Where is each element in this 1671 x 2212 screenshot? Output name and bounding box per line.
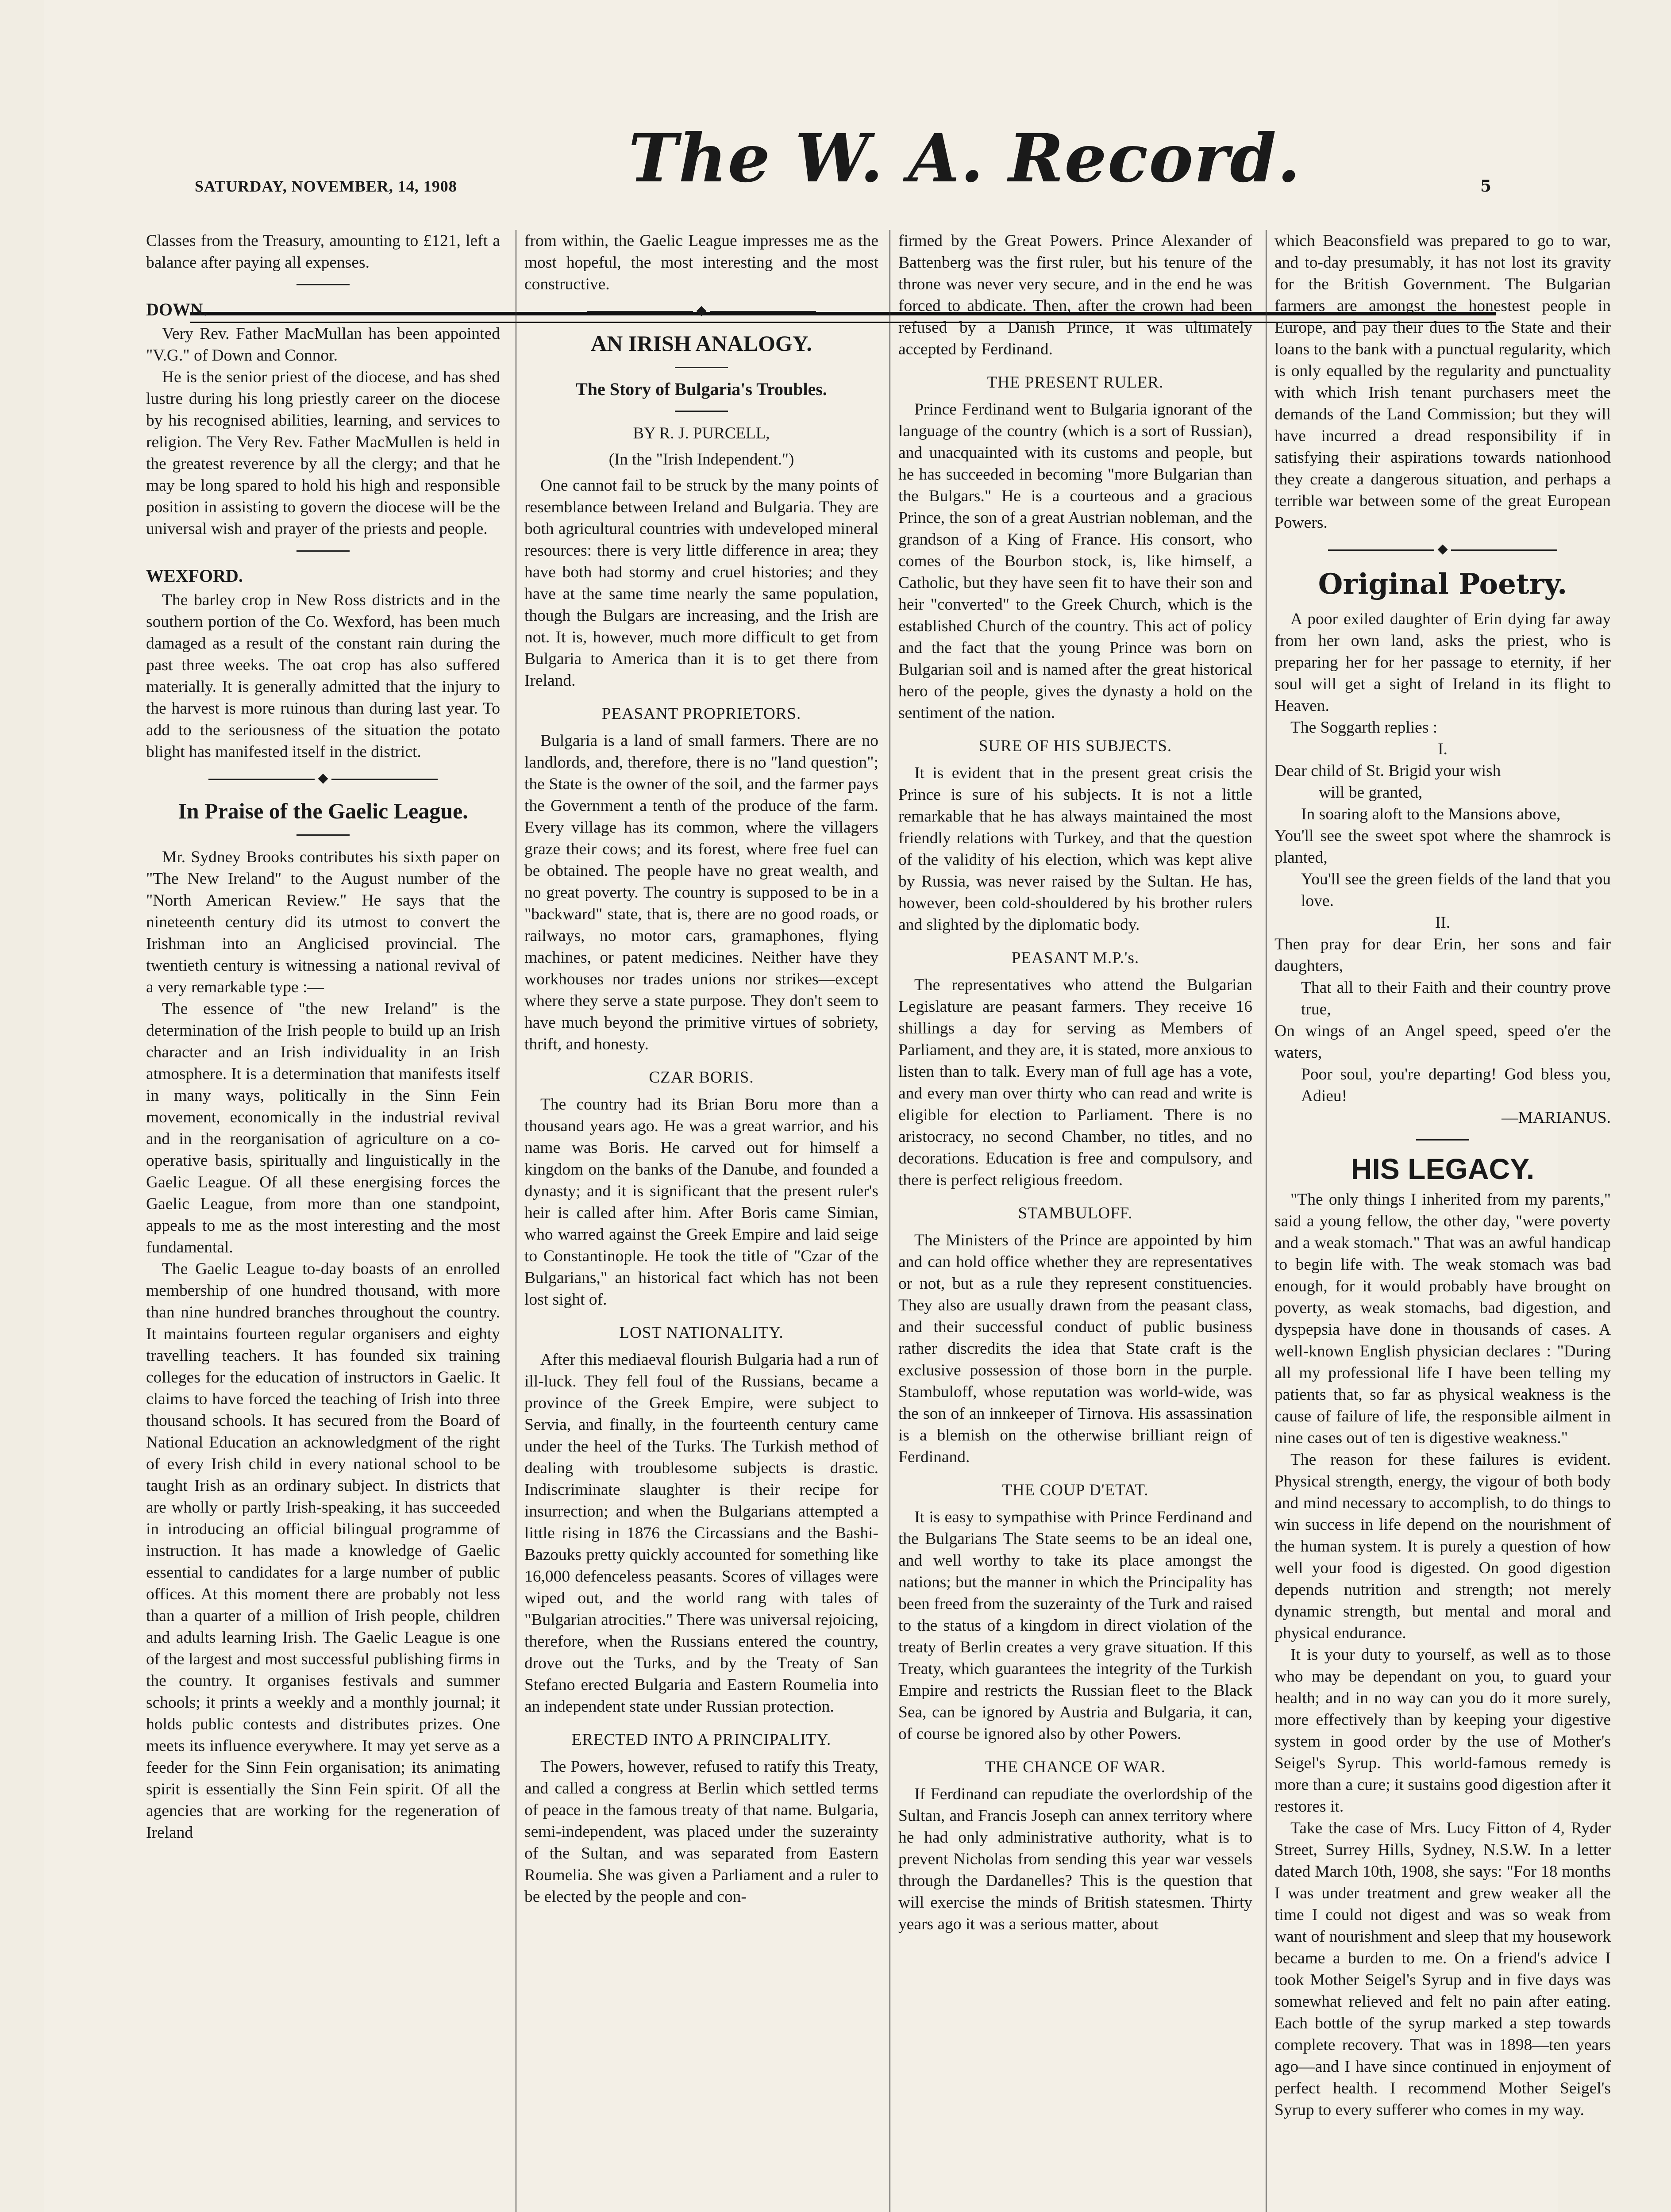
- newspaper-title: The W. A. Record.: [628, 119, 1301, 197]
- byline-source: (In the "Irish Independent."): [608, 450, 794, 469]
- poem-line: That all to their Faith and their country prove true,: [1301, 979, 1611, 1018]
- stanza-number: II.: [1435, 914, 1451, 932]
- section-heading: PEASANT PROPRIETORS.: [601, 705, 801, 723]
- article-text: The reason for these failures is evident. Physical strength, energy, the vigour of both body and mind necessary to accomplish, to do things to win success in life depend on the nourishment of the human system. It is purely a question of how well your food is digested. On good digestion depends nutrition and strength; not merely dynamic strength, but mental and moral and physical endurance.: [1274, 1451, 1611, 1642]
- poetry-headline: Original Poetry.: [1318, 568, 1567, 601]
- column-divider: [1266, 230, 1267, 2212]
- section-heading: SURE OF HIS SUBJECTS.: [978, 737, 1172, 755]
- column-divider: [889, 230, 890, 2212]
- column-3: [898, 230, 1252, 1935]
- article-text: One cannot fail to be struck by the many points of resemblance between Ireland and Bulgaria. They are both agricultural countries with undeveloped mineral resources: there is very little difference in area; they have both had stormy and cruel histories; and they have at the same time nearly the same population, though the Bulgars are increasing, and the Irish are not. It is, however, much more difficult to get from Bulgaria to America than it is to get there from Ireland.: [524, 476, 878, 690]
- article-headline: In Praise of the Gaelic League.: [178, 799, 468, 823]
- article-text: It is evident that in the present great crisis the Prince is sure of his subjects. It is not a little remarkable that he has always maintained the most friendly relations with Turkey, and that the question of the validity of his election, which was kept alive by Russia, was never raised by the Sultan. He has, however, been cold-shouldered by his brother rulers and slighted by the diplomatic body.: [898, 764, 1252, 934]
- article-text: He is the senior priest of the diocese, and has shed lustre during his long priestly career on the diocese by his recognised abilities, learning, and services to religion. The Very Rev. Father MacMullen is held in the greatest reverence by all the clergy; and that he may be long spared to hold his high and responsible position in assisting to govern the diocese will be the universal wish and prayer of the priests and people.: [146, 368, 500, 538]
- article-text: The essence of "the new Ireland" is the determination of the Irish people to build up an Irish character and an Irish individuality in an Irish atmosphere. It is a determination that manifests itself in many ways, politically in the Sinn Fein movement, economically in the industrial revival and in the reorganisation of agriculture on a co-operative basis, spiritually and linguistically in the Gaelic League. Of all these energising forces the Gaelic League, from more than one standpoint, appeals to me as the most interesting and the most fundamental.: [146, 1000, 500, 1256]
- poem-line: Dear child of St. Brigid your wish: [1274, 762, 1501, 780]
- article-headline: AN IRISH ANALOGY.: [591, 331, 812, 356]
- article-text: The Powers, however, refused to ratify this Treaty, and called a congress at Berlin which settled terms of peace in the famous treaty of that name. Bulgaria, semi-independent, was placed under the suzerainty of the Sultan, and was separated from Eastern Roumelia. She was given a Parliament and a ruler to be elected by the people and con-: [524, 1758, 878, 1906]
- article-text: The Gaelic League to-day boasts of an enrolled membership of one hundred thousand, with more than nine hundred branches throughout the country. It maintains fourteen regular organisers and eighty travelling teachers. It has founded six training colleges for the education of instructors in Gaelic. It claims to have forced the teaching of Irish into three thousand schools. It has secured from the Board of National Education an acknowledgment of the right of every Irish child in every national school to be taught Irish as an ordinary subject. In districts that are wholly or partly Irish-speaking, it has succeeded in introducing an official bilingual programme of instruction. It has made a knowledge of Gaelic essential to candidates for a large number of public offices. At this moment there are probably not less than a quarter of a million of Irish people, children and adults learning Irish. The Gaelic League is one of the largest and most successful publishing firms in the country. It organises festivals and summer schools; it prints a weekly and a monthly journal; it holds public contests and distributes prizes. One meets its influence everywhere. It may yet serve as a feeder for the Sinn Fein organisation; its animating spirit is essentially the Sinn Fein spirit. Of all the agencies that are working for the regeneration of Ireland: [146, 1260, 500, 1842]
- article-text: Prince Ferdinand went to Bulgaria ignorant of the language of the country (which is a sort of Russian), and unacquainted with its customs and people, but he has succeeded in becoming "more Bulgarian than the Bulgars." He is a courteous and a gracious Prince, the son of a great Austrian nobleman, and the grandson of a King of France. His consort, who comes of the Bourbon stock, is, like himself, a Catholic, but they have seen fit to have their son and heir "converted" to the Greek Church, which is the established Church of the country. This act of policy and the fact that the young Prince was born on Bulgarian soil and is named after the great historical hero of the people, gives the dynasty a hold on the sentiment of the nation.: [898, 400, 1252, 722]
- section-heading: PEASANT M.P.'s.: [1011, 949, 1140, 967]
- column-4: [1274, 230, 1611, 2121]
- poem: [1274, 738, 1611, 1129]
- page-number: 5: [1480, 177, 1491, 196]
- article-text: After this mediaeval flourish Bulgaria had a run of ill-luck. They fell foul of the Russians, became a province of the Greek Empire, were subject to Servia, and finally, in the fourteenth century came under the heel of the Turks. The Turkish method of dealing with troublesome subjects is drastic. Indiscriminate slaughter is their recipe for insurrection; and when the Bulgarians attempted a little rising in 1876 the Circassians and the Bashi-Bazouks pretty quickly accounted for something like 16,000 defenceless peasants. Scores of villages were wiped out, and the world rang with tales of "Bulgarian atrocities." There was universal rejoicing, therefore, when the Russians entered the country, drove out the Turks, and by the Treaty of San Stefano erected Bulgaria and Eastern Roumelia into an independent state under Russian protection.: [524, 1351, 878, 1716]
- section-heading: LOST NATIONALITY.: [619, 1324, 784, 1342]
- article-text: Bulgaria is a land of small farmers. There are no landlords, and, therefore, there is no "land question"; the State is the owner of the soil, and the farmer pays the Government a tenth of the produce of the farm. Every village has its common, where the villagers graze their cows; and its forest, where free fuel can be obtained. The people have no great wealth, and no great poverty. The country is supposed to be in a "backward" state, that is, there are no good roads, or railways, no motor cars, gramaphones, flying machines, or patent medicines. Neither have they workhouses nor trades unions nor strikes—except where they serve a state purpose. They don't seem to have much beyond the primitive virtues of sobriety, thrift, and honesty.: [524, 732, 878, 1053]
- stanza-number: I.: [1438, 740, 1448, 758]
- article-text: It is easy to sympathise with Prince Ferdinand and the Bulgarians The State seems to be an ideal one, and well worthy to take its place amongst the nations; but the manner in which the Principality has been freed from the suzerainty of the Turk and raised to the status of a kingdom in direct violation of the treaty of Berlin creates a very grave situation. If this Treaty, which guarantees the integrity of the Turkish Empire and restricts the Russian fleet to the Black Sea, can be ignored by Austria and Bulgaria, it can, of course be ignored also by other Powers.: [898, 1508, 1252, 1743]
- article-headline: HIS LEGACY.: [1351, 1152, 1535, 1185]
- column-2: [524, 230, 878, 1908]
- separator: [1416, 1139, 1469, 1141]
- article-text: Mr. Sydney Brooks contributes his sixth paper on "The New Ireland" to the August number of the "North American Review." He says that the nineteenth century did its utmost to convert the Irishman into an Anglicised provincial. The twentieth century is witnessing a national revival of a very remarkable type :—: [146, 848, 500, 996]
- ornament-separator: ◆: [1274, 542, 1611, 556]
- article-text: The country had its Brian Boru more than a thousand years ago. He was a great warrior, and his name was Boris. He carved out for himself a kingdom on the banks of the Danube, and founded a dynasty; and it is significant that the present ruler's heir is called after him. After Boris came Simian, who warred against the Greek Empire and laid seige to Constantinople. He took the title of "Czar of the Bulgarians," an historical fact which has not been lost sight of.: [524, 1095, 878, 1309]
- column-1: [146, 230, 500, 1843]
- article-text: The representatives who attend the Bulgarian Legislature are peasant farmers. They receive 16 shillings a day for serving as Members of Parliament, and they are, it is stated, more anxious to listen than to talk. Every man of full age has a vote, and every man over thirty who can read and write is eligible for election to Parliament. There is no aristocracy, no second Chamber, no titles, and no decorations. Education is free and compulsory, and there is perfect religious freedom.: [898, 976, 1252, 1189]
- section-heading: WEXFORD.: [146, 566, 243, 586]
- article-text: Classes from the Treasury, amounting to £121, left a balance after paying all expenses.: [146, 232, 500, 272]
- poem-line: will be granted,: [1319, 783, 1423, 802]
- article-text: The Ministers of the Prince are appointed by him and can hold office whether they are representatives or not, but as a rule they represent constituencies. They also are usually drawn from the peasant class, and their successful conduct of public business rather discredits the idea that State craft is the exclusive possession of those born in the purple. Stambuloff, whose reputation was world-wide, was the son of an innkeeper of Tirnova. His assassination is a blemish on the otherwise brilliant reign of Ferdinand.: [898, 1231, 1252, 1466]
- article-text: Very Rev. Father MacMullan has been appointed "V.G." of Down and Connor.: [146, 325, 500, 365]
- poem-line: You'll see the green fields of the land that you love.: [1301, 870, 1611, 910]
- article-text: from within, the Gaelic League impresses me as the most hopeful, the most interesting and the most constructive.: [524, 232, 878, 293]
- article-text: The barley crop in New Ross districts and in the southern portion of the Co. Wexford, has been much damaged as a result of the constant rain during the past three weeks. The oat crop has also suffered materially. It is generally admitted that the injury to the harvest is more ruinous than during last year. To add to the seriousness of the situation the potato blight has manifested itself in the district.: [146, 591, 500, 761]
- poem-intro: A poor exiled daughter of Erin dying far away from her own land, asks the priest, who is preparing her for her passage to eternity, if her soul will get a sight of Ireland in its flight to Heaven.: [1274, 610, 1611, 715]
- section-heading: DOWN.: [146, 300, 208, 319]
- separator: [296, 550, 350, 552]
- separator: [296, 284, 350, 285]
- article-text: which Beaconsfield was prepared to go to war, and to-day presumably, it has not lost its gravity for the British Government. The Bulgarian farmers are amongst the honestest people in Europe, and pay their dues to the State and their loans to the bank with a punctual regularity, which is only equalled by the regularity and punctuality with which Irish tenant purchasers meet the demands of the Land Commission; but they will have incurred a dread responsibility if in satisfying their aspirations towards nationhood they create a dangerous situation, and perhaps a terrible war between some of the great European Powers.: [1274, 232, 1611, 532]
- section-heading: THE COUP D'ETAT.: [1002, 1481, 1149, 1499]
- article-text: Take the case of Mrs. Lucy Fitton of 4, Ryder Street, Surrey Hills, Sydney, N.S.W. In a letter dated March 10th, 1908, she says: "For 18 months I was under treatment and grew weaker all the time I could not digest and was so weak from want of nourishment and sleep that my housework became a burden to me. On a friend's advice I took Mother Seigel's Syrup and in five days was somewhat relieved and felt no pain after eating. Each bottle of the syrup marked a step towards complete recovery. That was in 1898—ten years ago—and I have since continued in enjoyment of perfect health. I recommend Mother Seigel's Syrup to every sufferer who comes in my way.: [1274, 1819, 1611, 2119]
- poem-signature: —MARIANUS.: [1502, 1109, 1611, 1127]
- article-subheadline: The Story of Bulgaria's Troubles.: [576, 379, 827, 399]
- byline: BY R. J. PURCELL,: [633, 424, 770, 442]
- poem-line: You'll see the sweet spot where the shamrock is planted,: [1274, 827, 1611, 867]
- poem-line: Then pray for dear Erin, her sons and fair daughters,: [1274, 935, 1611, 975]
- poem-line: Poor soul, you're departing! God bless you, Adieu!: [1301, 1065, 1611, 1105]
- section-heading: THE CHANCE OF WAR.: [985, 1758, 1166, 1776]
- section-heading: CZAR BORIS.: [649, 1068, 754, 1087]
- ornament-separator: ◆: [524, 304, 878, 317]
- separator: [296, 834, 350, 836]
- separator: [675, 411, 728, 412]
- article-text: "The only things I inherited from my parents," said a young fellow, the other day, "were poverty and a weak stomach." That was an awful handicap to begin life with. The weak stomach was bad enough, for it would probably have brought on poverty, as weak stomachs, bad digestion, and dyspepsia have done in thousands of cases. A well-known English physician declares : "During all my professional life I have been telling my patients that, so far as physical weakness is the cause of failure of life, the responsible ailment in nine cases out of ten is digestive weakness.": [1274, 1190, 1611, 1447]
- poem-line: In soaring aloft to the Mansions above,: [1301, 805, 1561, 823]
- ornament-separator: ◆: [146, 772, 500, 785]
- article-text: It is your duty to yourself, as well as to those who may be dependant on you, to guard your health; and in no way can you do it more surely, more effectively than by keeping your digestive system in good order by the use of Mother's Seigel's Syrup. This world-famous remedy is more than a cure; it sustains good digestion after it restores it.: [1274, 1646, 1611, 1816]
- article-text: If Ferdinand can repudiate the overlordship of the Sultan, and Francis Joseph can annex territory where he had only administrative authority, what is to prevent Nicholas from sending this year war vessels through the Dardanelles? This is the question that will exercise the minds of British statesmen. Thirty years ago it was a serious matter, about: [898, 1785, 1252, 1933]
- section-heading: STAMBULOFF.: [1018, 1204, 1133, 1222]
- poem-line: On wings of an Angel speed, speed o'er the waters,: [1274, 1022, 1611, 1062]
- separator: [675, 367, 728, 368]
- article-text: firmed by the Great Powers. Prince Alexander of Battenberg was the first ruler, but his tenure of the throne was never very secure, and in the end he was forced to abdicate. Then, after the crown had been refused by a Danish Prince, it was ultimately accepted by Ferdinand.: [898, 232, 1252, 358]
- section-heading: ERECTED INTO A PRINCIPALITY.: [571, 1731, 832, 1749]
- masthead: [44, 115, 1558, 221]
- section-heading: THE PRESENT RULER.: [987, 373, 1164, 392]
- poem-intro: The Soggarth replies :: [1290, 718, 1438, 737]
- issue-date: SATURDAY, NOVEMBER, 14, 1908: [195, 177, 457, 195]
